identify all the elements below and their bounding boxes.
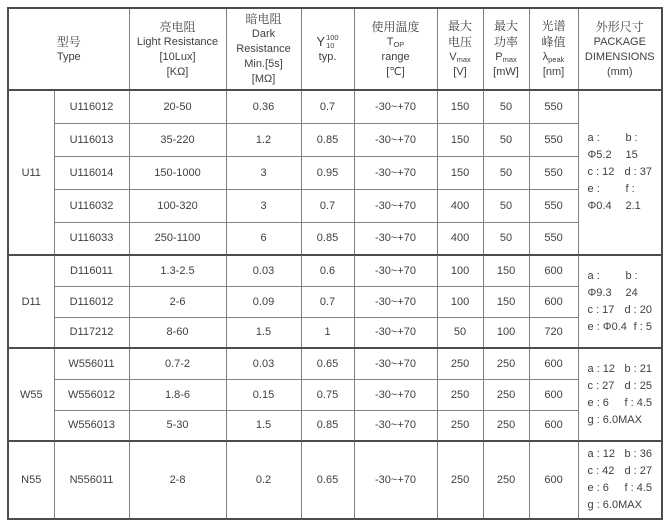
model-cell: N556011 [54,441,129,519]
dark-resistance-cell: 0.2 [226,441,301,519]
max-voltage-cell: 400 [437,189,483,222]
col-header-max-voltage [437,8,483,90]
max-voltage-cell: 150 [437,123,483,156]
dark-resistance-cell: 1.2 [226,123,301,156]
light-resistance-cell: 2-8 [129,441,226,519]
package-header-zh: 外形尺寸 [595,19,644,34]
package-dim-value: g : 6.0MAX [587,413,642,426]
peak-wavelength-cell: 550 [529,156,578,189]
package-dim-value: e : 6 [587,396,609,409]
package-dim-line [588,319,653,336]
max-power-cell: 250 [483,348,529,379]
light-resistance-cell: 2-6 [129,286,226,317]
peak-wavelength-cell: 600 [529,286,578,317]
light-resistance-cell: 1.8-6 [129,379,226,410]
col-header-package-dimensions [578,8,662,90]
light-resistance-cell: 0.7-2 [129,348,226,379]
temperature-cell: -30~+70 [354,410,437,441]
light-res-header-zh: 亮电阻 [159,19,196,34]
package-dim-value: a : 12 [587,448,616,460]
model-cell: U116032 [54,189,129,222]
temperature-cell: -30~+70 [354,189,437,222]
peak-wavelength-cell: 600 [529,255,578,286]
gamma-cell: 0.85 [301,222,354,255]
dark-resistance-cell: 0.15 [226,379,301,410]
temp-header-range: range [381,50,410,63]
light-resistance-cell: 100-320 [129,189,226,222]
light-res-header-unit: [KΩ] [166,65,189,78]
temp-header-zh: 使用温度 [371,19,420,34]
gamma-cell: 0.85 [301,410,354,441]
max-voltage-cell: 150 [437,156,483,189]
temp-header-unit: [℃] [386,65,405,78]
peak-wavelength-cell: 600 [529,348,578,379]
temperature-cell: -30~+70 [354,379,437,410]
table-row [8,441,662,519]
gamma-cell: 0.6 [301,255,354,286]
package-dim-line [588,480,653,497]
package-dim-value: f : 2.1 [625,183,641,212]
type-group-cell: N55 [8,441,54,519]
package-dim-value: f : 5 [633,320,653,333]
col-header-peak-wavelength [529,8,578,90]
package-dim-value: c : 12 [587,166,615,178]
max-power-cell: 50 [483,90,529,123]
table-body [8,90,662,519]
model-cell: U116013 [54,123,129,156]
model-cell: W556012 [54,379,129,410]
package-dim-line [588,164,653,181]
dark-resistance-cell: 6 [226,222,301,255]
vmax-header-zh1: 最大 [448,19,473,33]
col-header-temperature [354,8,437,90]
peak-wavelength-cell: 600 [529,410,578,441]
type-header-zh: 型号 [56,34,81,49]
max-power-cell: 50 [483,156,529,189]
table-row [8,222,662,255]
package-dimensions-cell [578,90,662,255]
vmax-header-unit: [V] [453,66,467,78]
peak-wavelength-cell: 550 [529,222,578,255]
package-dimensions-cell [578,255,662,348]
peak-wavelength-cell: 550 [529,189,578,222]
dark-resistance-cell: 1.5 [226,410,301,441]
package-dim-value: f : 4.5 [624,482,653,494]
col-header-light-resistance [129,8,226,90]
max-power-cell: 250 [483,441,529,519]
gamma-cell: 0.7 [301,90,354,123]
table-row [8,255,662,286]
type-header-en: Type [56,50,81,63]
dark-resistance-cell: 3 [226,156,301,189]
package-dim-line [588,497,653,514]
pmax-header-symbol: $P_{max}$ [495,51,517,64]
package-dim-value: c : 17 [587,303,615,316]
package-dim-line [588,130,653,164]
lambda-header-unit: [nm] [542,66,565,78]
max-voltage-cell: 100 [437,286,483,317]
table-row [8,123,662,156]
max-voltage-cell: 250 [437,379,483,410]
gamma-cell: 0.65 [301,441,354,519]
type-group-cell: D11 [8,255,54,348]
package-dim-value: b : 24 [625,269,638,299]
package-header-en1: PACKAGE [593,35,646,48]
package-dim-line [588,361,653,378]
max-power-cell: 100 [483,317,529,348]
package-dim-value: b : 36 [624,448,653,460]
dark-res-header-cond: Min.[5s] [244,58,283,70]
col-header-type [8,8,129,90]
package-dim-value: d : 37 [624,166,653,178]
dark-resistance-cell: 0.03 [226,348,301,379]
gamma-cell: 0.85 [301,123,354,156]
col-header-gamma [301,8,354,90]
peak-wavelength-cell: 600 [529,379,578,410]
table-row [8,189,662,222]
dark-res-header-en2: Resistance [236,43,291,55]
light-resistance-cell: 150-1000 [129,156,226,189]
max-power-cell: 250 [483,379,529,410]
package-dim-line [588,395,653,412]
max-power-cell: 50 [483,189,529,222]
light-resistance-cell: 1.3-2.5 [129,255,226,286]
max-voltage-cell: 100 [437,255,483,286]
gamma-cell: 0.7 [301,286,354,317]
light-res-header-en: Light Resistance [136,35,219,48]
max-voltage-cell: 250 [437,348,483,379]
dark-res-header-en1: Dark [251,28,276,40]
gamma-cell: 0.95 [301,156,354,189]
max-voltage-cell: 250 [437,441,483,519]
temperature-cell: -30~+70 [354,317,437,348]
temperature-cell: -30~+70 [354,90,437,123]
package-dim-line [588,181,653,215]
package-dim-value: c : 42 [587,465,615,477]
spec-table [7,7,663,520]
table-row [8,90,662,123]
light-resistance-cell: 250-1100 [129,222,226,255]
package-dim-value: a : 12 [587,362,616,375]
pmax-header-zh1: 最大 [494,19,519,33]
vmax-header-symbol: $V_{max}$ [449,51,471,64]
peak-wavelength-cell: 550 [529,123,578,156]
max-voltage-cell: 250 [437,410,483,441]
lambda-header-zh1: 光谱 [541,19,566,33]
package-dim-value: b : 21 [624,362,653,375]
package-dim-line [588,268,653,302]
table-row [8,286,662,317]
package-dim-value: f : 4.5 [624,396,653,409]
package-dim-value: g : 6.0MAX [587,499,642,511]
pmax-header-unit: [mW] [493,66,519,78]
package-dim-line [588,446,653,463]
peak-wavelength-cell: 550 [529,90,578,123]
temperature-cell: -30~+70 [354,286,437,317]
gamma-cell: 0.7 [301,189,354,222]
package-dim-value: a : Φ5.2 [587,132,612,161]
vmax-header-zh2: 电压 [448,35,473,49]
lambda-header-symbol: $\lambda_{peak}$ [542,51,565,64]
peak-wavelength-cell: 720 [529,317,578,348]
table-row [8,379,662,410]
model-cell: W556013 [54,410,129,441]
model-cell: U116014 [54,156,129,189]
col-header-max-power [483,8,529,90]
package-dim-value: e : Φ0.4 [587,320,627,333]
package-dimensions-cell [578,441,662,519]
gamma-cell: 0.65 [301,348,354,379]
package-dim-value: d : 27 [624,465,653,477]
package-dim-line [588,302,653,319]
package-dim-value: c : 27 [587,379,615,392]
dark-resistance-cell: 0.36 [226,90,301,123]
lambda-header-zh2: 峰值 [541,35,566,49]
package-dim-value: a : Φ9.3 [587,269,612,299]
dark-res-header-zh: 暗电阻 [245,12,282,26]
light-resistance-cell: 5-30 [129,410,226,441]
package-dim-line [588,463,653,480]
model-cell: D117212 [54,317,129,348]
max-power-cell: 150 [483,286,529,317]
temperature-cell: -30~+70 [354,255,437,286]
type-group-cell: W55 [8,348,54,441]
package-dim-line [588,412,653,429]
dark-resistance-cell: 3 [226,189,301,222]
package-dim-value: d : 20 [624,303,653,316]
max-voltage-cell: 50 [437,317,483,348]
type-group-cell: U11 [8,90,54,255]
temperature-cell: -30~+70 [354,222,437,255]
temperature-cell: -30~+70 [354,348,437,379]
package-dim-value: d : 25 [624,379,653,392]
package-dimensions-cell [578,348,662,441]
package-dim-value: e : 6 [587,482,609,494]
light-resistance-cell: 8-60 [129,317,226,348]
gamma-cell: 0.75 [301,379,354,410]
package-header-en2: DIMENSIONS [584,50,655,63]
table-row [8,156,662,189]
package-dim-line [588,378,653,395]
package-header-unit: (mm) [606,65,633,78]
table-row [8,317,662,348]
dark-resistance-cell: 1.5 [226,317,301,348]
max-power-cell: 50 [483,222,529,255]
temperature-cell: -30~+70 [354,123,437,156]
table-row [8,348,662,379]
model-cell: U116033 [54,222,129,255]
max-voltage-cell: 400 [437,222,483,255]
dark-resistance-cell: 0.09 [226,286,301,317]
gamma-typ-label: typ. [318,50,337,63]
package-dim-value: b : 15 [625,132,638,161]
model-cell: W556011 [54,348,129,379]
table-header [8,8,662,90]
max-power-cell: 150 [483,255,529,286]
max-voltage-cell: 150 [437,90,483,123]
temp-header-symbol: $T_{OP}$ [386,35,405,49]
model-cell: D116011 [54,255,129,286]
temperature-cell: -30~+70 [354,156,437,189]
max-power-cell: 250 [483,410,529,441]
dark-resistance-cell: 0.03 [226,255,301,286]
gamma-symbol: Y 100 10 [316,32,339,50]
light-resistance-cell: 20-50 [129,90,226,123]
dark-res-header-unit: [MΩ] [251,73,276,85]
peak-wavelength-cell: 600 [529,441,578,519]
max-power-cell: 50 [483,123,529,156]
pmax-header-zh2: 功率 [494,35,519,49]
model-cell: U116012 [54,90,129,123]
table-row [8,410,662,441]
gamma-cell: 1 [301,317,354,348]
light-res-header-cond: [10Lux] [159,50,196,63]
light-resistance-cell: 35-220 [129,123,226,156]
temperature-cell: -30~+70 [354,441,437,519]
package-dim-value: e : Φ0.4 [587,183,612,212]
col-header-dark-resistance [226,8,301,90]
model-cell: D116012 [54,286,129,317]
